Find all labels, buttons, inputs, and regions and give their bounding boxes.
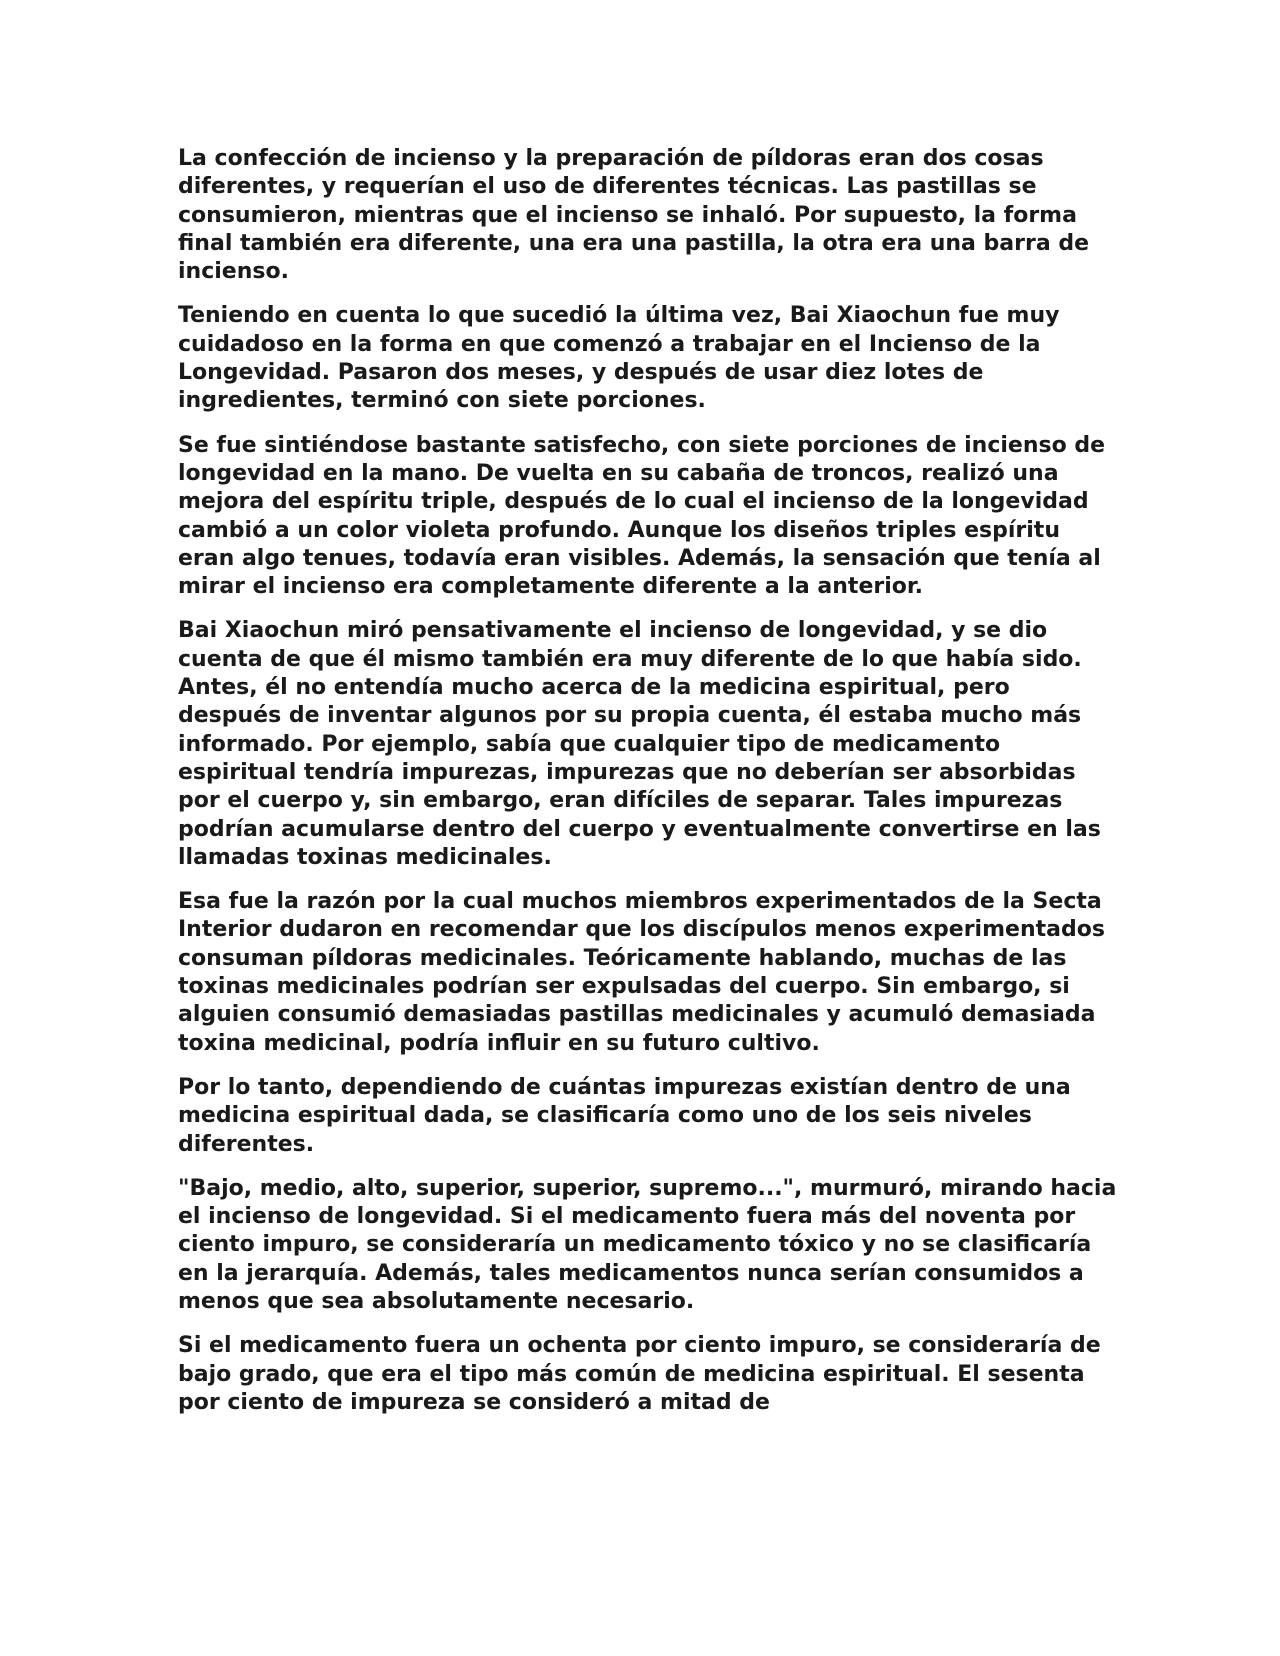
paragraph-7: "Bajo, medio, alto, superior, superior, supremo...", murmuró, mirando hacia el incienso de longevidad. Si el medicamento fuera más del noventa por ciento impuro, se consideraría un medicamento tóxico y no se clasificaría en la jerarquía. Además, tales medicamentos nunca serían consumidos a menos que sea absolutamente necesario. xyxy=(178,1175,1117,1314)
document-page xyxy=(178,145,1118,1433)
paragraph-6: Por lo tanto, dependiendo de cuántas impurezas existían dentro de una medicina espiritual dada, se clasificaría como uno de los seis niveles diferentes. xyxy=(178,1074,1071,1157)
paragraph-8: Si el medicamento fuera un ochenta por ciento impuro, se consideraría de bajo grado, que era el tipo más común de medicina espiritual. El sesenta por ciento de impureza se consideró a mitad de xyxy=(178,1333,1101,1415)
paragraph-5: Esa fue la razón por la cual muchos miembros experimentados de la Secta Interior dudaron en recomendar que los discípulos menos experimentados consuman píldoras medicinales. Teóricamente hablando, muchas de las toxinas medicinales podrían ser expulsadas del cuerpo. Sin embargo, si alguien consumió demasiadas pastillas medicinales y acumuló demasiada toxina medicinal, podría influir en su futuro cultivo. xyxy=(178,889,1105,1056)
paragraph-1: La confección de incienso y la preparación de píldoras eran dos cosas diferentes, y requerían el uso de diferentes técnicas. Las pastillas se consumieron, mientras que el incienso se inhaló. Por supuesto, la forma final también era diferente, una era una pastilla, la otra era una barra de incienso. xyxy=(178,146,1090,285)
paragraph-2: Teniendo en cuenta lo que sucedió la última vez, Bai Xiaochun fue muy cuidadoso en la forma en que comenzó a trabajar en el Incienso de la Longevidad. Pasaron dos meses, y después de usar diez lotes de ingredientes, terminó con siete porciones. xyxy=(178,303,1060,414)
paragraph-4: Bai Xiaochun miró pensativamente el incienso de longevidad, y se dio cuenta de que él mismo también era muy diferente de lo que había sido. Antes, él no entendía mucho acerca de la medicina espiritual, pero después de inventar algunos por su propia cuenta, él estaba mucho más informado. Por ejemplo, sabía que cualquier tipo de medicamento espiritual tendría impurezas, impurezas que no deberían ser absorbidas por el cuerpo y, sin embargo, eran difíciles de separar. Tales impurezas podrían acumularse dentro del cuerpo y eventualmente convertirse en las llamadas toxinas medicinales. xyxy=(178,618,1101,870)
paragraph-3: Se fue sintiéndose bastante satisfecho, con siete porciones de incienso de longevidad en la mano. De vuelta en su cabaña de troncos, realizó una mejora del espíritu triple, después de lo cual el incienso de la longevidad cambió a un color violeta profundo. Aunque los diseños triples espíritu eran algo tenues, todavía eran visibles. Además, la sensación que tenía al mirar el incienso era completamente diferente a la anterior. xyxy=(178,432,1106,600)
